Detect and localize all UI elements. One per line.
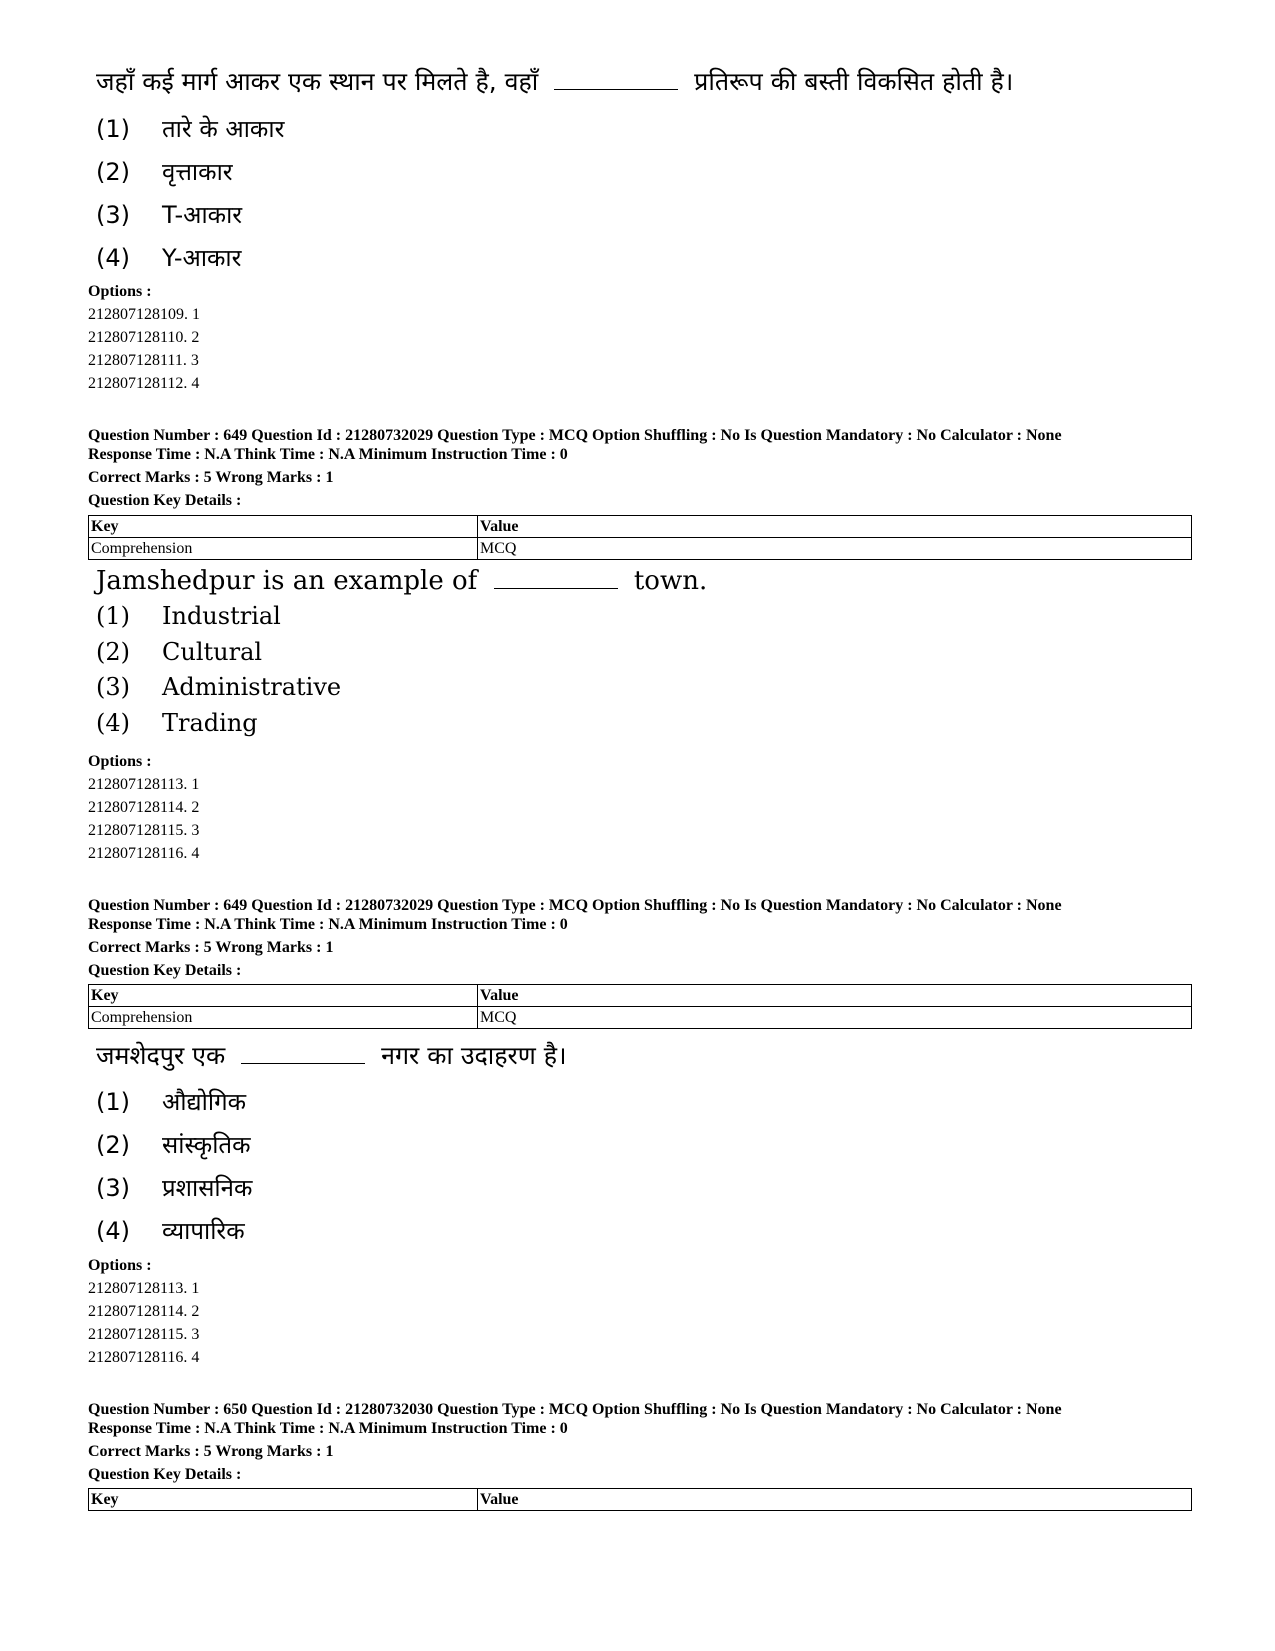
option-text: औद्योगिक — [162, 1088, 247, 1116]
table-cell-key: Comprehension — [89, 538, 478, 560]
option-number: (4) — [96, 709, 130, 737]
option-id: 212807128113. 1 — [88, 776, 200, 793]
key-details-table — [88, 515, 1192, 560]
option-id: 212807128112. 4 — [88, 375, 200, 392]
option-text: Y-आकार — [162, 244, 242, 272]
option-text: तारे के आकार — [162, 115, 285, 143]
answer-blank — [494, 568, 618, 589]
table-row — [89, 1007, 1192, 1029]
option-text: Industrial — [162, 602, 281, 630]
option-item — [96, 1214, 245, 1247]
option-text: सांस्कृतिक — [162, 1131, 251, 1159]
table-header-key: Key — [89, 985, 478, 1007]
question-marks: Correct Marks : 5 Wrong Marks : 1 — [88, 1443, 334, 1460]
option-id: 212807128116. 4 — [88, 1349, 200, 1366]
question-header: Question Number : 649 Question Id : 21280732029 Question Type : MCQ Option Shuffling : No Is Question Mandatory : No Calculator : None — [88, 897, 1062, 914]
option-id: 212807128111. 3 — [88, 352, 199, 369]
option-item — [96, 602, 281, 630]
option-text: प्रशासनिक — [162, 1174, 253, 1202]
option-id: 212807128114. 2 — [88, 1303, 200, 1320]
question-text: जहाँ कई मार्ग आकर एक स्थान पर मिलते है, वहाँ प्रतिरूप की बस्ती विकसित होती है। — [96, 67, 1014, 96]
question-header: Question Number : 649 Question Id : 21280732029 Question Type : MCQ Option Shuffling : No Is Question Mandatory : No Calculator : None — [88, 427, 1062, 444]
option-number: (3) — [96, 1174, 130, 1202]
option-text: व्यापारिक — [162, 1217, 245, 1245]
table-row — [89, 538, 1192, 560]
question-timing: Response Time : N.A Think Time : N.A Minimum Instruction Time : 0 — [88, 1420, 568, 1437]
answer-blank — [241, 1043, 365, 1064]
option-number: (3) — [96, 673, 130, 701]
question-header: Question Number : 650 Question Id : 21280732030 Question Type : MCQ Option Shuffling : No Is Question Mandatory : No Calculator : None — [88, 1401, 1062, 1418]
option-id: 212807128113. 1 — [88, 1280, 200, 1297]
option-text: Cultural — [162, 638, 263, 666]
option-number: (2) — [96, 1131, 130, 1159]
option-number: (1) — [96, 602, 130, 630]
option-number: (2) — [96, 158, 130, 186]
option-number: (1) — [96, 1088, 130, 1116]
options-label: Options : — [88, 1257, 152, 1274]
option-item — [96, 638, 262, 666]
table-header-value: Value — [478, 985, 1192, 1007]
option-number: (4) — [96, 1217, 130, 1245]
options-label: Options : — [88, 753, 152, 770]
question-text: Jamshedpur is an example of town. — [96, 566, 708, 596]
key-details-table — [88, 984, 1192, 1029]
option-item — [96, 155, 233, 188]
question-text: जमशेदपुर एक नगर का उदाहरण है। — [96, 1041, 567, 1070]
option-number: (4) — [96, 244, 130, 272]
options-label: Options : — [88, 283, 152, 300]
option-text: Trading — [162, 709, 258, 737]
table-header-key: Key — [89, 1489, 478, 1511]
table-header-row — [89, 516, 1192, 538]
option-number: (1) — [96, 115, 130, 143]
table-cell-key: Comprehension — [89, 1007, 478, 1029]
option-item — [96, 1085, 246, 1118]
table-cell-value: MCQ — [478, 1007, 1192, 1029]
key-details-label: Question Key Details : — [88, 1466, 242, 1483]
answer-blank — [554, 69, 678, 90]
option-number: (2) — [96, 638, 130, 666]
question-timing: Response Time : N.A Think Time : N.A Minimum Instruction Time : 0 — [88, 446, 568, 463]
table-header-value: Value — [478, 1489, 1192, 1511]
option-item — [96, 198, 242, 231]
option-item — [96, 673, 341, 701]
option-number: (3) — [96, 201, 130, 229]
question-timing: Response Time : N.A Think Time : N.A Minimum Instruction Time : 0 — [88, 916, 568, 933]
table-header-row — [89, 1489, 1192, 1511]
option-id: 212807128116. 4 — [88, 845, 200, 862]
option-item — [96, 1171, 252, 1204]
option-item — [96, 112, 284, 145]
key-details-label: Question Key Details : — [88, 492, 242, 509]
key-details-table — [88, 1488, 1192, 1511]
option-id: 212807128115. 3 — [88, 1326, 200, 1343]
option-text: T-आकार — [162, 201, 243, 229]
table-header-value: Value — [478, 516, 1192, 538]
table-cell-value: MCQ — [478, 538, 1192, 560]
table-header-key: Key — [89, 516, 478, 538]
option-text: वृत्ताकार — [162, 158, 233, 186]
table-header-row — [89, 985, 1192, 1007]
option-item — [96, 241, 241, 274]
option-id: 212807128115. 3 — [88, 822, 200, 839]
option-item — [96, 1128, 251, 1161]
option-id: 212807128109. 1 — [88, 306, 200, 323]
key-details-label: Question Key Details : — [88, 962, 242, 979]
question-marks: Correct Marks : 5 Wrong Marks : 1 — [88, 469, 334, 486]
option-text: Administrative — [162, 673, 342, 701]
question-marks: Correct Marks : 5 Wrong Marks : 1 — [88, 939, 334, 956]
option-item — [96, 709, 258, 737]
option-id: 212807128114. 2 — [88, 799, 200, 816]
option-id: 212807128110. 2 — [88, 329, 200, 346]
